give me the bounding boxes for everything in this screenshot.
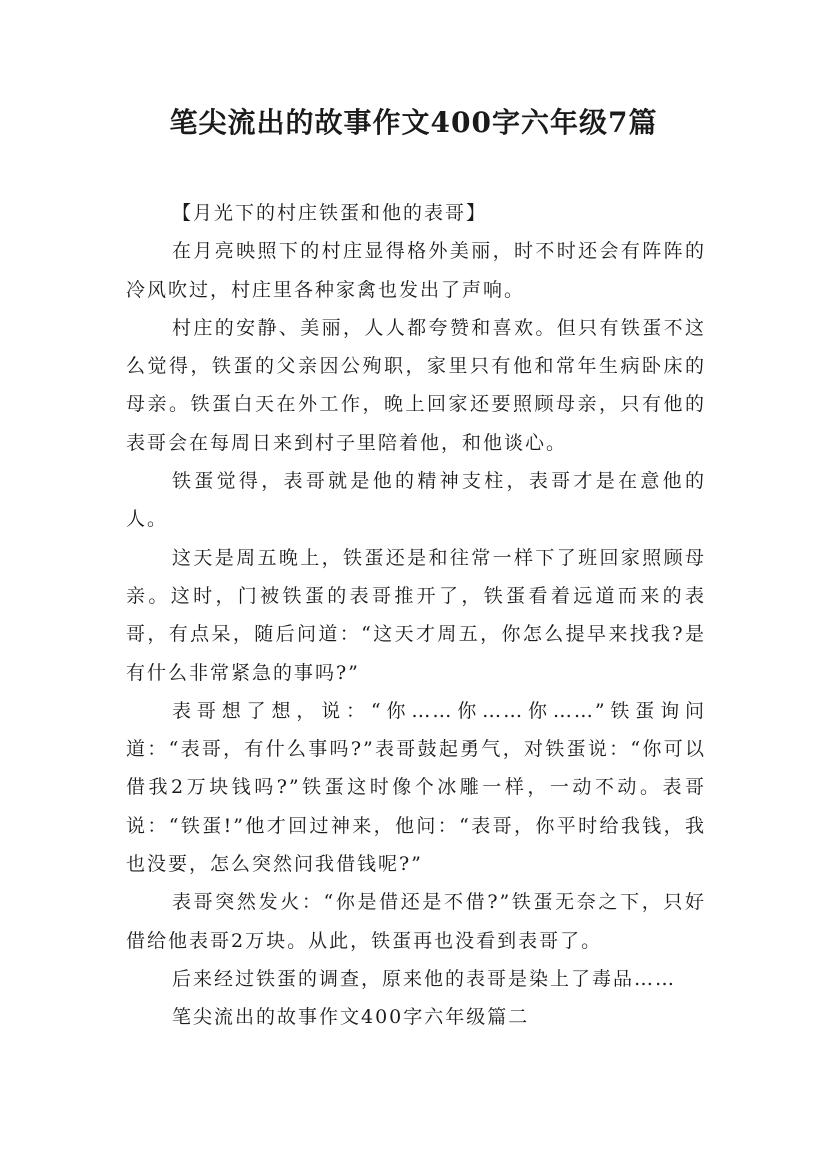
paragraph: 这天是周五晚上，铁蛋还是和往常一样下了班回家照顾母亲。这时，门被铁蛋的表哥推开了，铁蛋看着远道而来的表哥，有点呆，随后问道：“这天才周五，你怎么提早来找我?是有什么非常紧急的事吗?” — [126, 546, 706, 684]
section-heading: 笔尖流出的故事作文400字六年级篇二 — [172, 1006, 530, 1029]
paragraph: 表哥想了想，说：“你……你……你……”铁蛋询问道：“表哥，有什么事吗?”表哥鼓起勇气，对铁蛋说：“你可以借我2万块钱吗?”铁蛋这时像个冰雕一样，一动不动。表哥说：“铁蛋!”他才回过神来，他问：“表哥，你平时给我钱，我也没要，怎么突然问我借钱呢?” — [126, 699, 706, 876]
paragraph: 后来经过铁蛋的调查，原来他的表哥是染上了毒品…… — [172, 967, 677, 990]
paragraph: 在月亮映照下的村庄显得格外美丽，时不时还会有阵阵的冷风吹过，村庄里各种家禽也发出了声响。 — [126, 240, 706, 301]
paragraph: 表哥突然发火：“你是借还是不借?”铁蛋无奈之下，只好借给他表哥2万块。从此，铁蛋再也没看到表哥了。 — [126, 891, 706, 952]
document-body — [126, 194, 706, 1037]
section-heading: 【月光下的村庄铁蛋和他的表哥】 — [172, 202, 488, 224]
document-title: 笔尖流出的故事作文400字六年级7篇 — [169, 106, 658, 139]
paragraph: 村庄的安静、美丽，人人都夸赞和喜欢。但只有铁蛋不这么觉得，铁蛋的父亲因公殉职，家里只有他和常年生病卧床的母亲。铁蛋白天在外工作，晚上回家还要照顾母亲，只有他的表哥会在每周日来到村子里陪着他，和他谈心。 — [126, 316, 706, 454]
paragraph: 铁蛋觉得，表哥就是他的精神支柱，表哥才是在意他的人。 — [126, 470, 706, 531]
